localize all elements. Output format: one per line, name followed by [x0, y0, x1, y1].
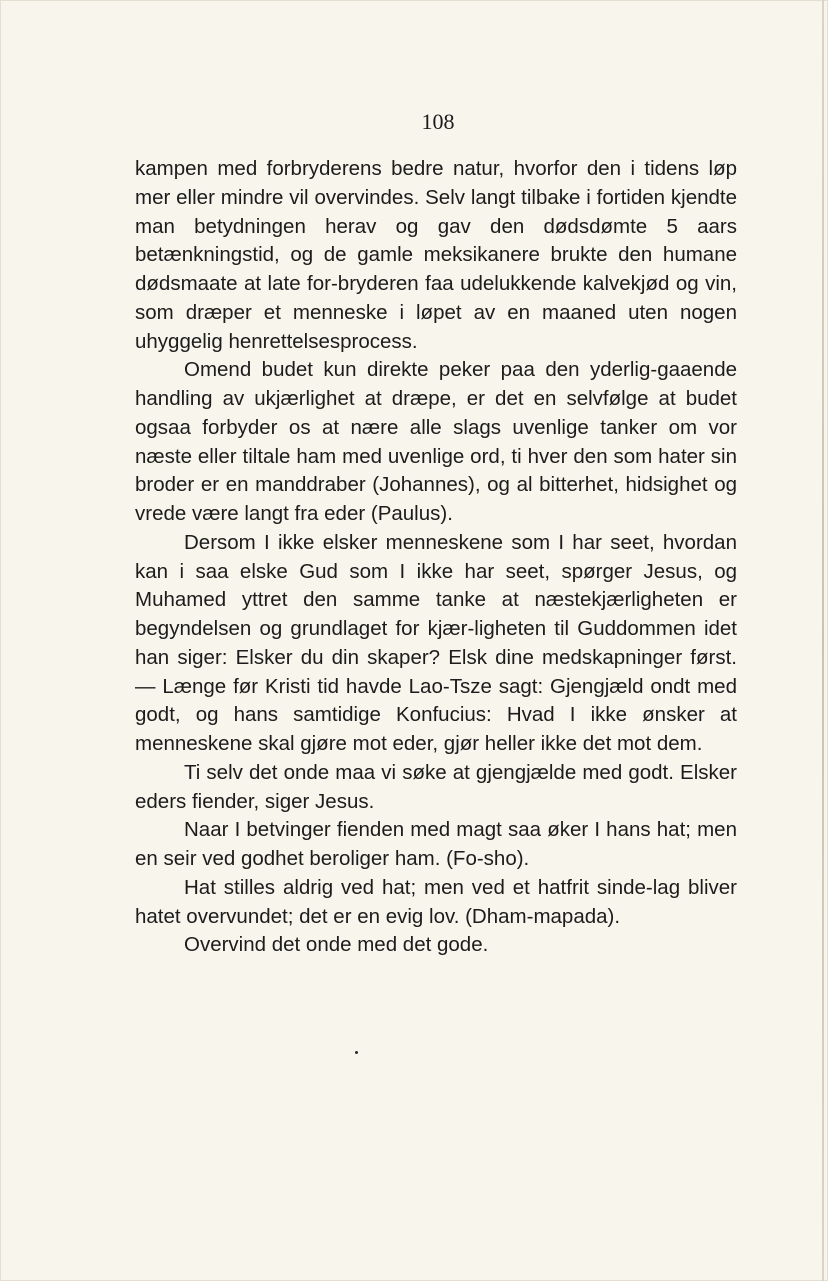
body-text [135, 155, 737, 960]
paragraph-7: Overvind det onde med det gode. [184, 933, 489, 957]
page-number: 108 [421, 109, 455, 134]
paragraph-3: Dersom I ikke elsker menneskene som I har seet, hvordan kan i saa elske Gud som I ikke har seet, spørger Jesus, og Muhamed yttret den samme tanke at næstekjærligheten er begyndelsen og grundlaget for kjær-ligheten til Guddommen idet han siger: Elsker du din skaper? Elsk dine medskapninger først. — Længe før Kristi tid havde Lao-Tsze sagt: Gjengjæld ondt med godt, og hans samtidige Konfucius: Hvad I ikke ønsker at menneskene skal gjøre mot eder, gjør heller ikke det mot dem. [135, 530, 737, 755]
paragraph-4: Ti selv det onde maa vi søke at gjengjælde med godt. Elsker eders fiender, siger Jesus. [135, 760, 737, 813]
ink-speck [355, 1051, 358, 1054]
paragraph-1: kampen med forbryderens bedre natur, hvorfor den i tidens løp mer eller mindre vil overvindes. Selv langt tilbake i fortiden kjendte man betydningen herav og gav den dødsdømte 5 aars betænkningstid, og de gamle meksikanere brukte den humane dødsmaate at late for-bryderen faa udelukkende kalvekjød og vin, som dræper et menneske i løpet av en maaned uten nogen uhyggelig henrettelsesprocess. [135, 157, 737, 353]
page-edge [822, 0, 824, 1281]
paragraph-2: Omend budet kun direkte peker paa den yderlig-gaaende handling av ukjærlighet at dræpe, er det en selvfølge at budet ogsaa forbyder os at nære alle slags uvenlige tanker om vor næste eller tiltale ham med uvenlige ord, ti hver den som hater sin broder er en manddraber (Johannes), og al bitterhet, hidsighet og vrede være langt fra eder (Paulus). [135, 358, 737, 525]
paragraph-6: Hat stilles aldrig ved hat; men ved et hatfrit sinde-lag bliver hatet overvundet; det er en evig lov. (Dham-mapada). [135, 875, 737, 928]
paragraph-5: Naar I betvinger fienden med magt saa øker I hans hat; men en seir ved godhet beroliger ham. (Fo-sho). [135, 818, 737, 870]
